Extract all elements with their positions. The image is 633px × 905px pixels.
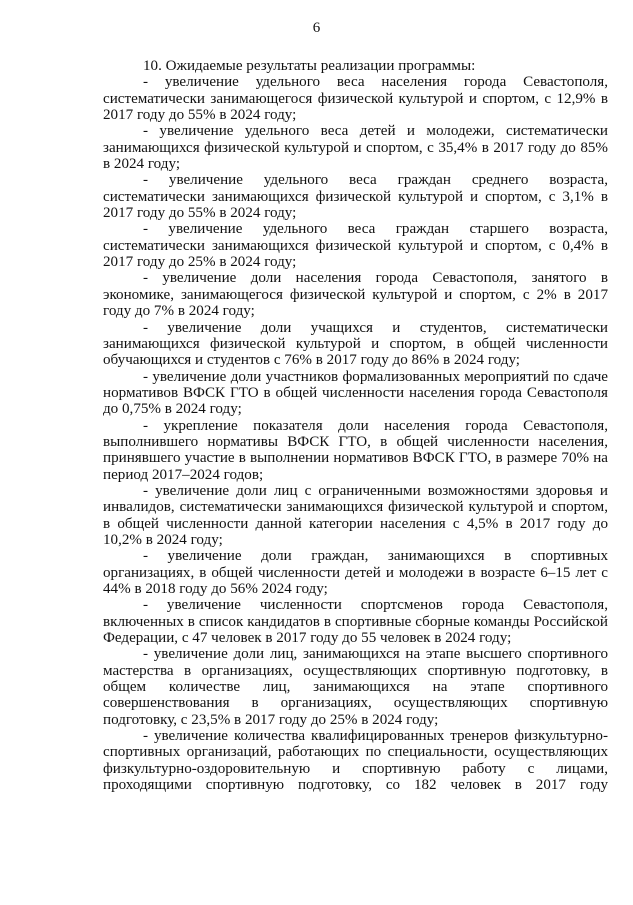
- page-number: 6: [312, 20, 321, 36]
- result-item: - увеличение количества квалифицированных тренеров физкультурно-спортивных организаций, работающих по специальности, осуществляющих физкультурно-оздоровительную и спортивную работу с лицами, проходящими спортивную подготовку, со 182 человек в 2017 году: [103, 728, 608, 794]
- result-item: - увеличение удельного веса детей и молодежи, систематически занимающихся физической культурой и спортом, с 35,4% в 2017 году до 85% в 2024 году;: [103, 123, 608, 173]
- section-heading: 10. Ожидаемые результаты реализации программы:: [143, 58, 476, 74]
- document-body: [103, 58, 608, 793]
- result-item: - увеличение доли населения города Севастополя, занятого в экономике, занимающегося физической культурой и спортом, с 2% в 2017 году до 7% в 2024 году;: [103, 270, 608, 320]
- result-item: - увеличение доли лиц с ограниченными возможностями здоровья и инвалидов, систематически занимающихся физической культурой и спортом, в общей численности данной категории населения с 4,5% в 2017 году до 10,2% в 2024 году;: [103, 482, 608, 548]
- result-item: - увеличение удельного веса граждан старшего возраста, систематически занимающихся физической культурой и спортом, с 0,4% в 2017 году до 25% в 2024 году;: [103, 221, 608, 271]
- result-item: - увеличение доли участников формализованных мероприятий по сдаче нормативов ВФСК ГТО в общей численности населения города Севастополя до 0,75% в 2024 году;: [103, 368, 608, 418]
- result-item: - увеличение доли лиц, занимающихся на этапе высшего спортивного мастерства в организациях, осуществляющих спортивную подготовку, в общем количестве лиц, занимающихся на этапе спортивного совершенствования в организациях, осуществляющих спортивную подготовку, с 23,5% в 2017 году до 25% в 2024 году;: [103, 646, 608, 728]
- page-bottom-margin: [0, 860, 633, 905]
- result-item: - увеличение доли учащихся и студентов, систематически занимающихся физической культурой и спортом, в общей численности обучающихся и студентов с 76% в 2017 году до 86% в 2024 году;: [103, 319, 608, 369]
- result-item: - увеличение доли граждан, занимающихся в спортивных организациях, в общей численности детей и молодежи в возрасте 6–15 лет с 44% в 2018 году до 56% 2024 году;: [103, 548, 608, 597]
- result-item: - увеличение удельного веса граждан среднего возраста, систематически занимающихся физической культурой и спортом, с 3,1% в 2017 году до 55% в 2024 году;: [103, 172, 608, 222]
- result-item: - увеличение удельного веса населения города Севастополя, систематически занимающегося физической культурой и спортом, с 12,9% в 2017 году до 55% в 2024 году;: [103, 74, 608, 124]
- result-item: - укрепление показателя доли населения города Севастополя, выполнившего нормативы ВФСК ГТО, в общей численности населения, принявшего участие в выполнении нормативов ВФСК ГТО, в размере 70% на период 2017–2024 годов;: [103, 417, 608, 483]
- result-item: - увеличение численности спортсменов города Севастополя, включенных в список кандидатов в спортивные сборные команды Российской Федерации, с 47 человек в 2017 году до 55 человек в 2024 году;: [103, 597, 608, 647]
